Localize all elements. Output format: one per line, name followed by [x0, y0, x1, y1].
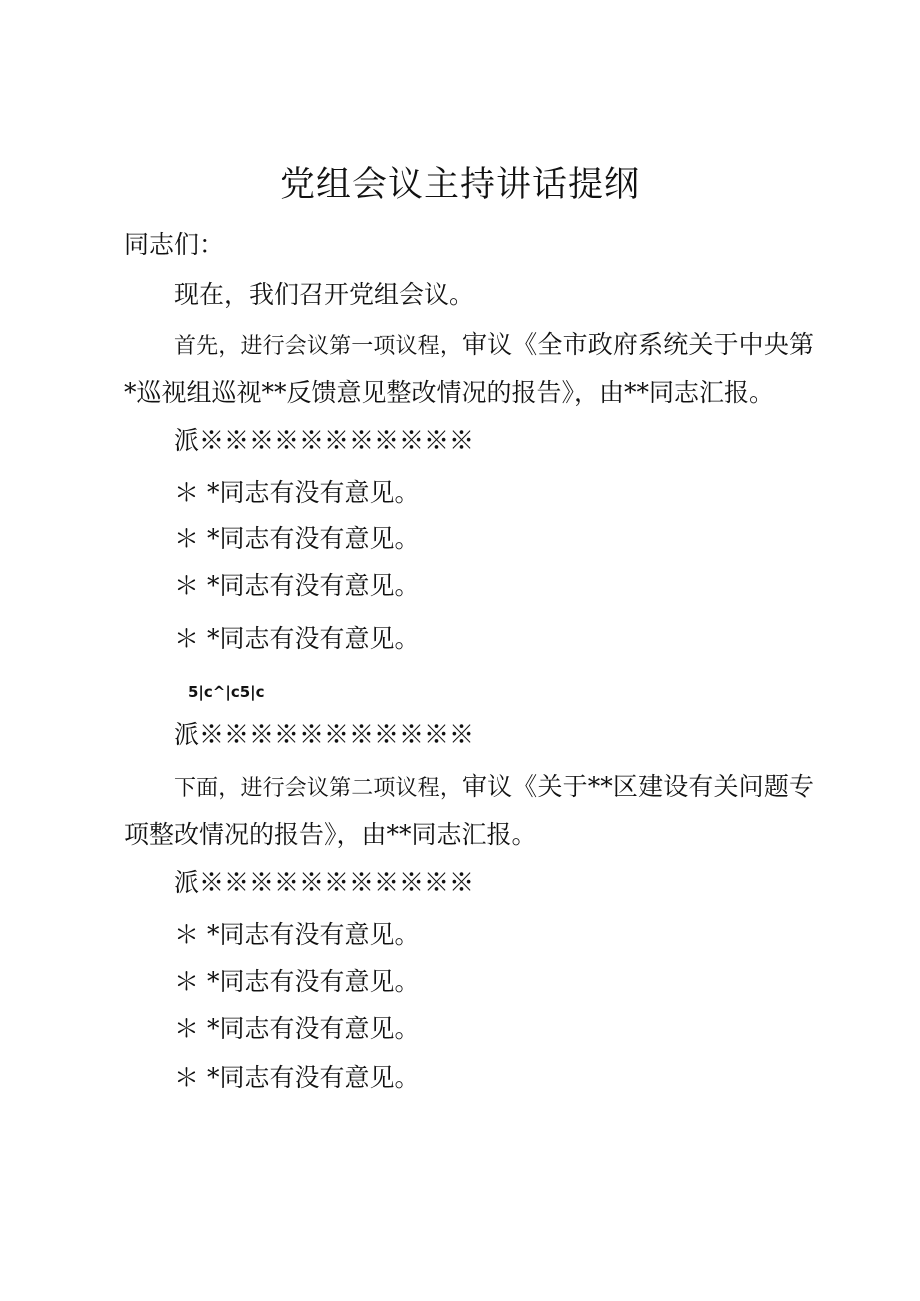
marks-line-1: 派※※※※※※※※※※※	[174, 426, 475, 455]
agenda-item-2-text: 审议《关于**区建设有关问题专项整改情况的报告》，由**同志汇报。	[124, 772, 814, 849]
opening-line: 现在，我们召开党组会议。	[174, 280, 475, 309]
opinion-line: ＊ *同志有没有意见。	[174, 1063, 420, 1092]
salutation: 同志们：	[124, 230, 225, 259]
opinion-line: ＊ *同志有没有意见。	[174, 524, 420, 553]
agenda-item-1	[124, 322, 814, 416]
document-title: 党组会议主持讲话提纲	[279, 165, 640, 205]
marks-line-2: 派※※※※※※※※※※※	[174, 720, 475, 749]
opinion-line: ＊ *同志有没有意见。	[174, 920, 420, 949]
opinion-line: ＊ *同志有没有意见。	[174, 967, 420, 996]
agenda-item-1-text: 审议《全市政府系统关于中央第*巡视组巡视**反馈意见整改情况的报告》，由**同志汇报。	[124, 330, 814, 407]
opinion-line: ＊ *同志有没有意见。	[174, 624, 420, 653]
agenda-item-2-lead: 下面，进行会议第二项议程，	[174, 776, 462, 801]
marks-line-3: 派※※※※※※※※※※※	[174, 868, 475, 897]
opinion-line: ＊ *同志有没有意见。	[174, 571, 420, 600]
agenda-item-2	[124, 764, 814, 858]
garbled-text: 5|c^|c5|c	[188, 683, 265, 701]
agenda-item-1-lead: 首先，进行会议第一项议程，	[174, 334, 462, 359]
opinion-line: ＊ *同志有没有意见。	[174, 1014, 420, 1043]
opinion-line: ＊ *同志有没有意见。	[174, 478, 420, 507]
